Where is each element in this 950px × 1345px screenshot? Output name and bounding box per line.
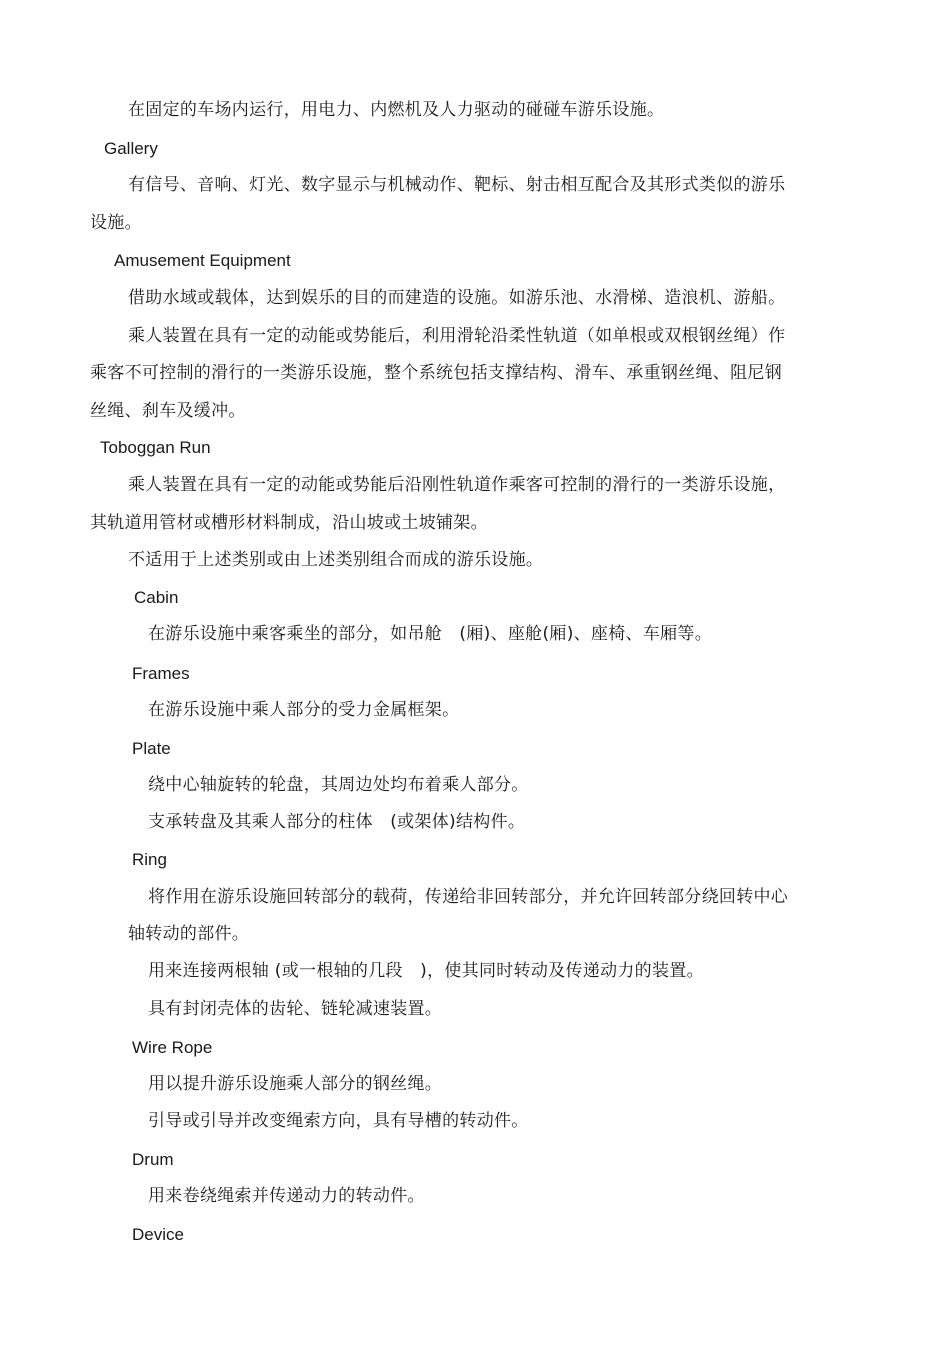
paragraph-drum: 用来卷绕绳索并传递动力的转动件。 [148, 1186, 425, 1206]
paragraph-bumper-car: 在固定的车场内运行，用电力、内燃机及人力驱动的碰碰车游乐设施。 [128, 100, 665, 120]
term-plate: Plate [132, 739, 171, 758]
term-wire-rope: Wire Rope [132, 1038, 213, 1057]
paragraph-ring-line-1: 将作用在游乐设施回转部分的载荷，传递给非回转部分，并允许回转部分绕回转中心 [148, 887, 789, 907]
term-gallery: Gallery [104, 139, 158, 158]
term-frames: Frames [132, 664, 190, 683]
paragraph-cableway-line-2: 乘客不可控制的滑行的一类游乐设施，整个系统包括支撑结构、滑车、承重钢丝绳、阻尼钢 [90, 363, 782, 383]
paragraph-cableway-line-1: 乘人装置在具有一定的动能或势能后，利用滑轮沿柔性轨道（如单根或双根钢丝绳）作 [128, 326, 786, 346]
paragraph-toboggan-line-1: 乘人装置在具有一定的动能或势能后沿刚性轨道作乘客可控制的滑行的一类游乐设施， [128, 475, 786, 495]
paragraph-reducer: 具有封闭壳体的齿轮、链轮减速装置。 [148, 999, 443, 1019]
term-cabin: Cabin [134, 588, 179, 607]
term-drum: Drum [132, 1150, 174, 1169]
paragraph-ring-line-2: 轴转动的部件。 [128, 924, 250, 944]
paragraph-cabin: 在游乐设施中乘客乘坐的部分，如吊舱 (厢)、座舱(厢)、座椅、车厢等。 [148, 624, 713, 644]
paragraph-support-column: 支承转盘及其乘人部分的柱体 (或架体)结构件。 [148, 812, 526, 832]
paragraph-other-facilities: 不适用于上述类别或由上述类别组合而成的游乐设施。 [128, 550, 544, 570]
term-ring: Ring [132, 850, 167, 869]
paragraph-gallery-line-2: 设施。 [90, 213, 142, 233]
paragraph-pulley: 引导或引导并改变绳索方向，具有导槽的转动件。 [148, 1111, 529, 1131]
paragraph-gallery-line-1: 有信号、音响、灯光、数字显示与机械动作、靶标、射击相互配合及其形式类似的游乐 [128, 175, 786, 195]
term-toboggan-run: Toboggan Run [100, 438, 211, 457]
paragraph-plate: 绕中心轴旋转的轮盘，其周边处均布着乘人部分。 [148, 775, 529, 795]
paragraph-toboggan-line-2: 其轨道用管材或槽形材料制成，沿山坡或土坡铺架。 [90, 513, 488, 533]
paragraph-wire-rope: 用以提升游乐设施乘人部分的钢丝绳。 [148, 1074, 443, 1094]
paragraph-frames: 在游乐设施中乘人部分的受力金属框架。 [148, 700, 460, 720]
paragraph-cableway-line-3: 丝绳、刹车及缓冲。 [90, 401, 246, 421]
term-amusement-equipment: Amusement Equipment [114, 251, 291, 270]
term-device: Device [132, 1225, 184, 1244]
paragraph-coupling: 用来连接两根轴 (或一根轴的几段 )，使其同时转动及传递动力的装置。 [148, 961, 704, 981]
paragraph-water-facilities: 借助水域或载体，达到娱乐的目的而建造的设施。如游乐池、水滑梯、造浪机、游船。 [128, 288, 786, 308]
